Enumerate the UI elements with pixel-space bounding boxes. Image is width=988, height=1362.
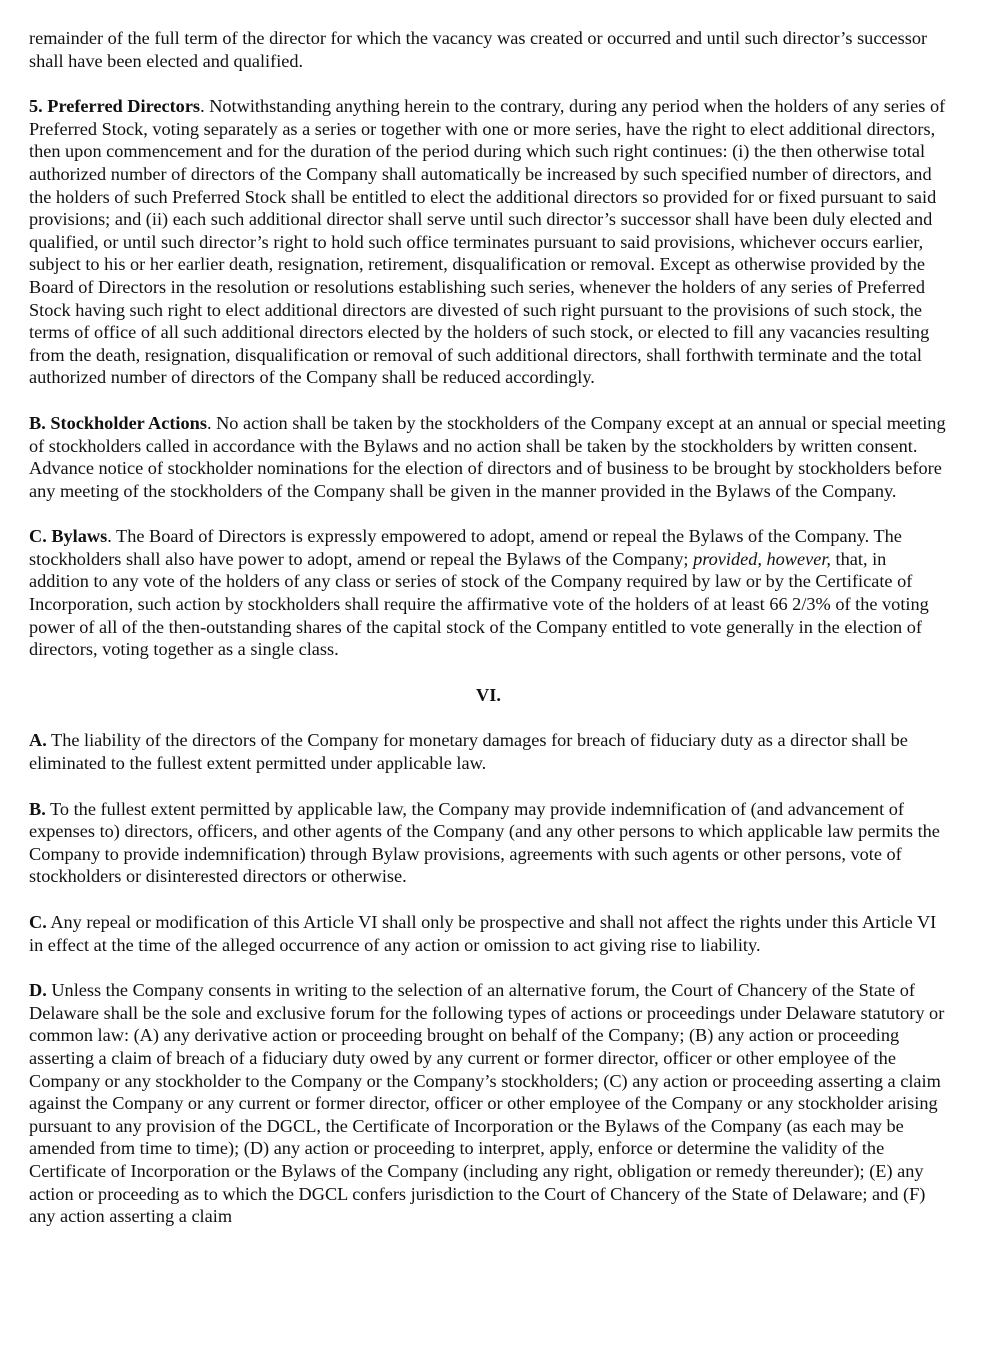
article-vi-b-label: B. <box>29 798 46 819</box>
stockholder-actions-text: . No action shall be taken by the stockholders of the Company except at an annual or special meeting of stockholders called in accordance with the Bylaws and no action shall be taken by the stockholders by written consent. Advance notice of stockholder nominations for the election of directors and of business to be brought by stockholders before any meeting of the stockholders of the Company shall be given in the manner provided in the Bylaws of the Company. <box>29 412 946 501</box>
continuation-paragraph <box>29 27 948 72</box>
article-vi-c-text: Any repeal or modification of this Article VI shall only be prospective and shall not affect the rights under this Article VI in effect at the time of the alleged occurrence of any action or omission to act giving rise to liability. <box>29 912 937 955</box>
article-vi-b-paragraph <box>29 798 948 888</box>
article-vi-heading: VI. <box>476 684 501 705</box>
article-vi-c-paragraph <box>29 911 948 956</box>
article-vi-a-paragraph <box>29 729 948 774</box>
article-vi-a-label: A. <box>29 730 47 751</box>
article-vi-c-label: C. <box>29 912 47 932</box>
bylaws-paragraph <box>29 525 948 661</box>
bylaws-italic-proviso: provided, however, <box>693 548 831 569</box>
preferred-directors-label: 5. Preferred Directors <box>29 96 201 117</box>
stockholder-actions-paragraph <box>29 412 948 502</box>
bylaws-text-after: that, in addition to any vote of the holders of any class or series of stock of the Company required by law or by the Certificate of Incorporation, such action by stockholders shall require the affirmative vote of the holders of at least 66 2/3% of the voting power of all of the then-outstanding shares of the capital stock of the Company entitled to vote generally in the election of directors, voting together as a single class. <box>29 548 929 660</box>
article-vi-b-text: To the fullest extent permitted by applicable law, the Company may provide indemnification of (and advancement of expenses to) directors, officers, and other agents of the Company (and any other persons to which applicable law permits the Company to provide indemnification) through Bylaw provisions, agreements with such agents or other persons, vote of stockholders or disinterested directors or otherwise. <box>29 798 940 887</box>
article-vi-d-text: Unless the Company consents in writing to the selection of an alternative forum, the Court of Chancery of the State of Delaware shall be the sole and exclusive forum for the following types of actions or proceedings under Delaware statutory or common law: (A) any derivative action or proceeding brought on behalf of the Company; (B) any action or proceeding asserting a claim of breach of a fiduciary duty owed by any current or former director, officer or other employee of the Company or any stockholder to the Company or the Company’s stockholders; (C) any action or proceeding asserting a claim against the Company or any current or former director, officer or other employee of the Company or any stockholder arising pursuant to any provision of the DGCL, the Certificate of Incorporation or the Bylaws of the Company (as each may be amended from time to time); (D) any action or proceeding to interpret, apply, enforce or determine the validity of the Certificate of Incorporation or the Bylaws of the Company (including any right, obligation or remedy thereunder); (E) any action or proceeding as to which the DGCL confers jurisdiction to the Court of Chancery of the State of Delaware; and (F) any action asserting a claim <box>29 980 945 1227</box>
article-vi-a-text: The liability of the directors of the Company for monetary damages for breach of fiduciary duty as a director shall be eliminated to the fullest extent permitted under applicable law. <box>29 730 908 774</box>
preferred-directors-paragraph <box>29 95 948 389</box>
article-vi-d-paragraph <box>29 979 948 1228</box>
preferred-directors-text: . Notwithstanding anything herein to the contrary, during any period when the holders of any series of Preferred Stock, voting separately as a series or together with one or more series, have the right to elect additional directors, then upon commencement and for the duration of the period during which such right continues: (i) the then otherwise total authorized number of directors of the Company shall automatically be increased by such specified number of directors, and the holders of such Preferred Stock shall be entitled to elect the additional directors so provided for or fixed pursuant to said provisions; and (ii) each such additional director shall serve until such director’s successor shall have been duly elected and qualified, or until such director’s right to hold such office terminates pursuant to said provisions, whichever occurs earlier, subject to his or her earlier death, resignation, retirement, disqualification or removal. Except as otherwise provided by the Board of Directors in the resolution or resolutions establishing such series, whenever the holders of any series of Preferred Stock having such right to elect additional directors are divested of such right pursuant to the provisions of such stock, the terms of office of all such additional directors elected by the holders of such stock, or elected to fill any vacancies resulting from the death, resignation, disqualification or removal of such additional directors, shall forthwith terminate and the total authorized number of directors of the Company shall be reduced accordingly. <box>29 96 946 388</box>
article-vi-d-label: D. <box>29 980 47 1001</box>
bylaws-label: C. Bylaws <box>29 526 108 547</box>
stockholder-actions-label: B. Stockholder Actions <box>29 412 207 433</box>
bylaws-text-before: . The Board of Directors is expressly empowered to adopt, amend or repeal the Bylaws of the Company. The stockholders shall also have power to adopt, amend or repeal the Bylaws of the Company; <box>29 526 902 569</box>
continuation-text: remainder of the full term of the director for which the vacancy was created or occurred and until such director’s successor shall have been elected and qualified. <box>29 28 928 71</box>
